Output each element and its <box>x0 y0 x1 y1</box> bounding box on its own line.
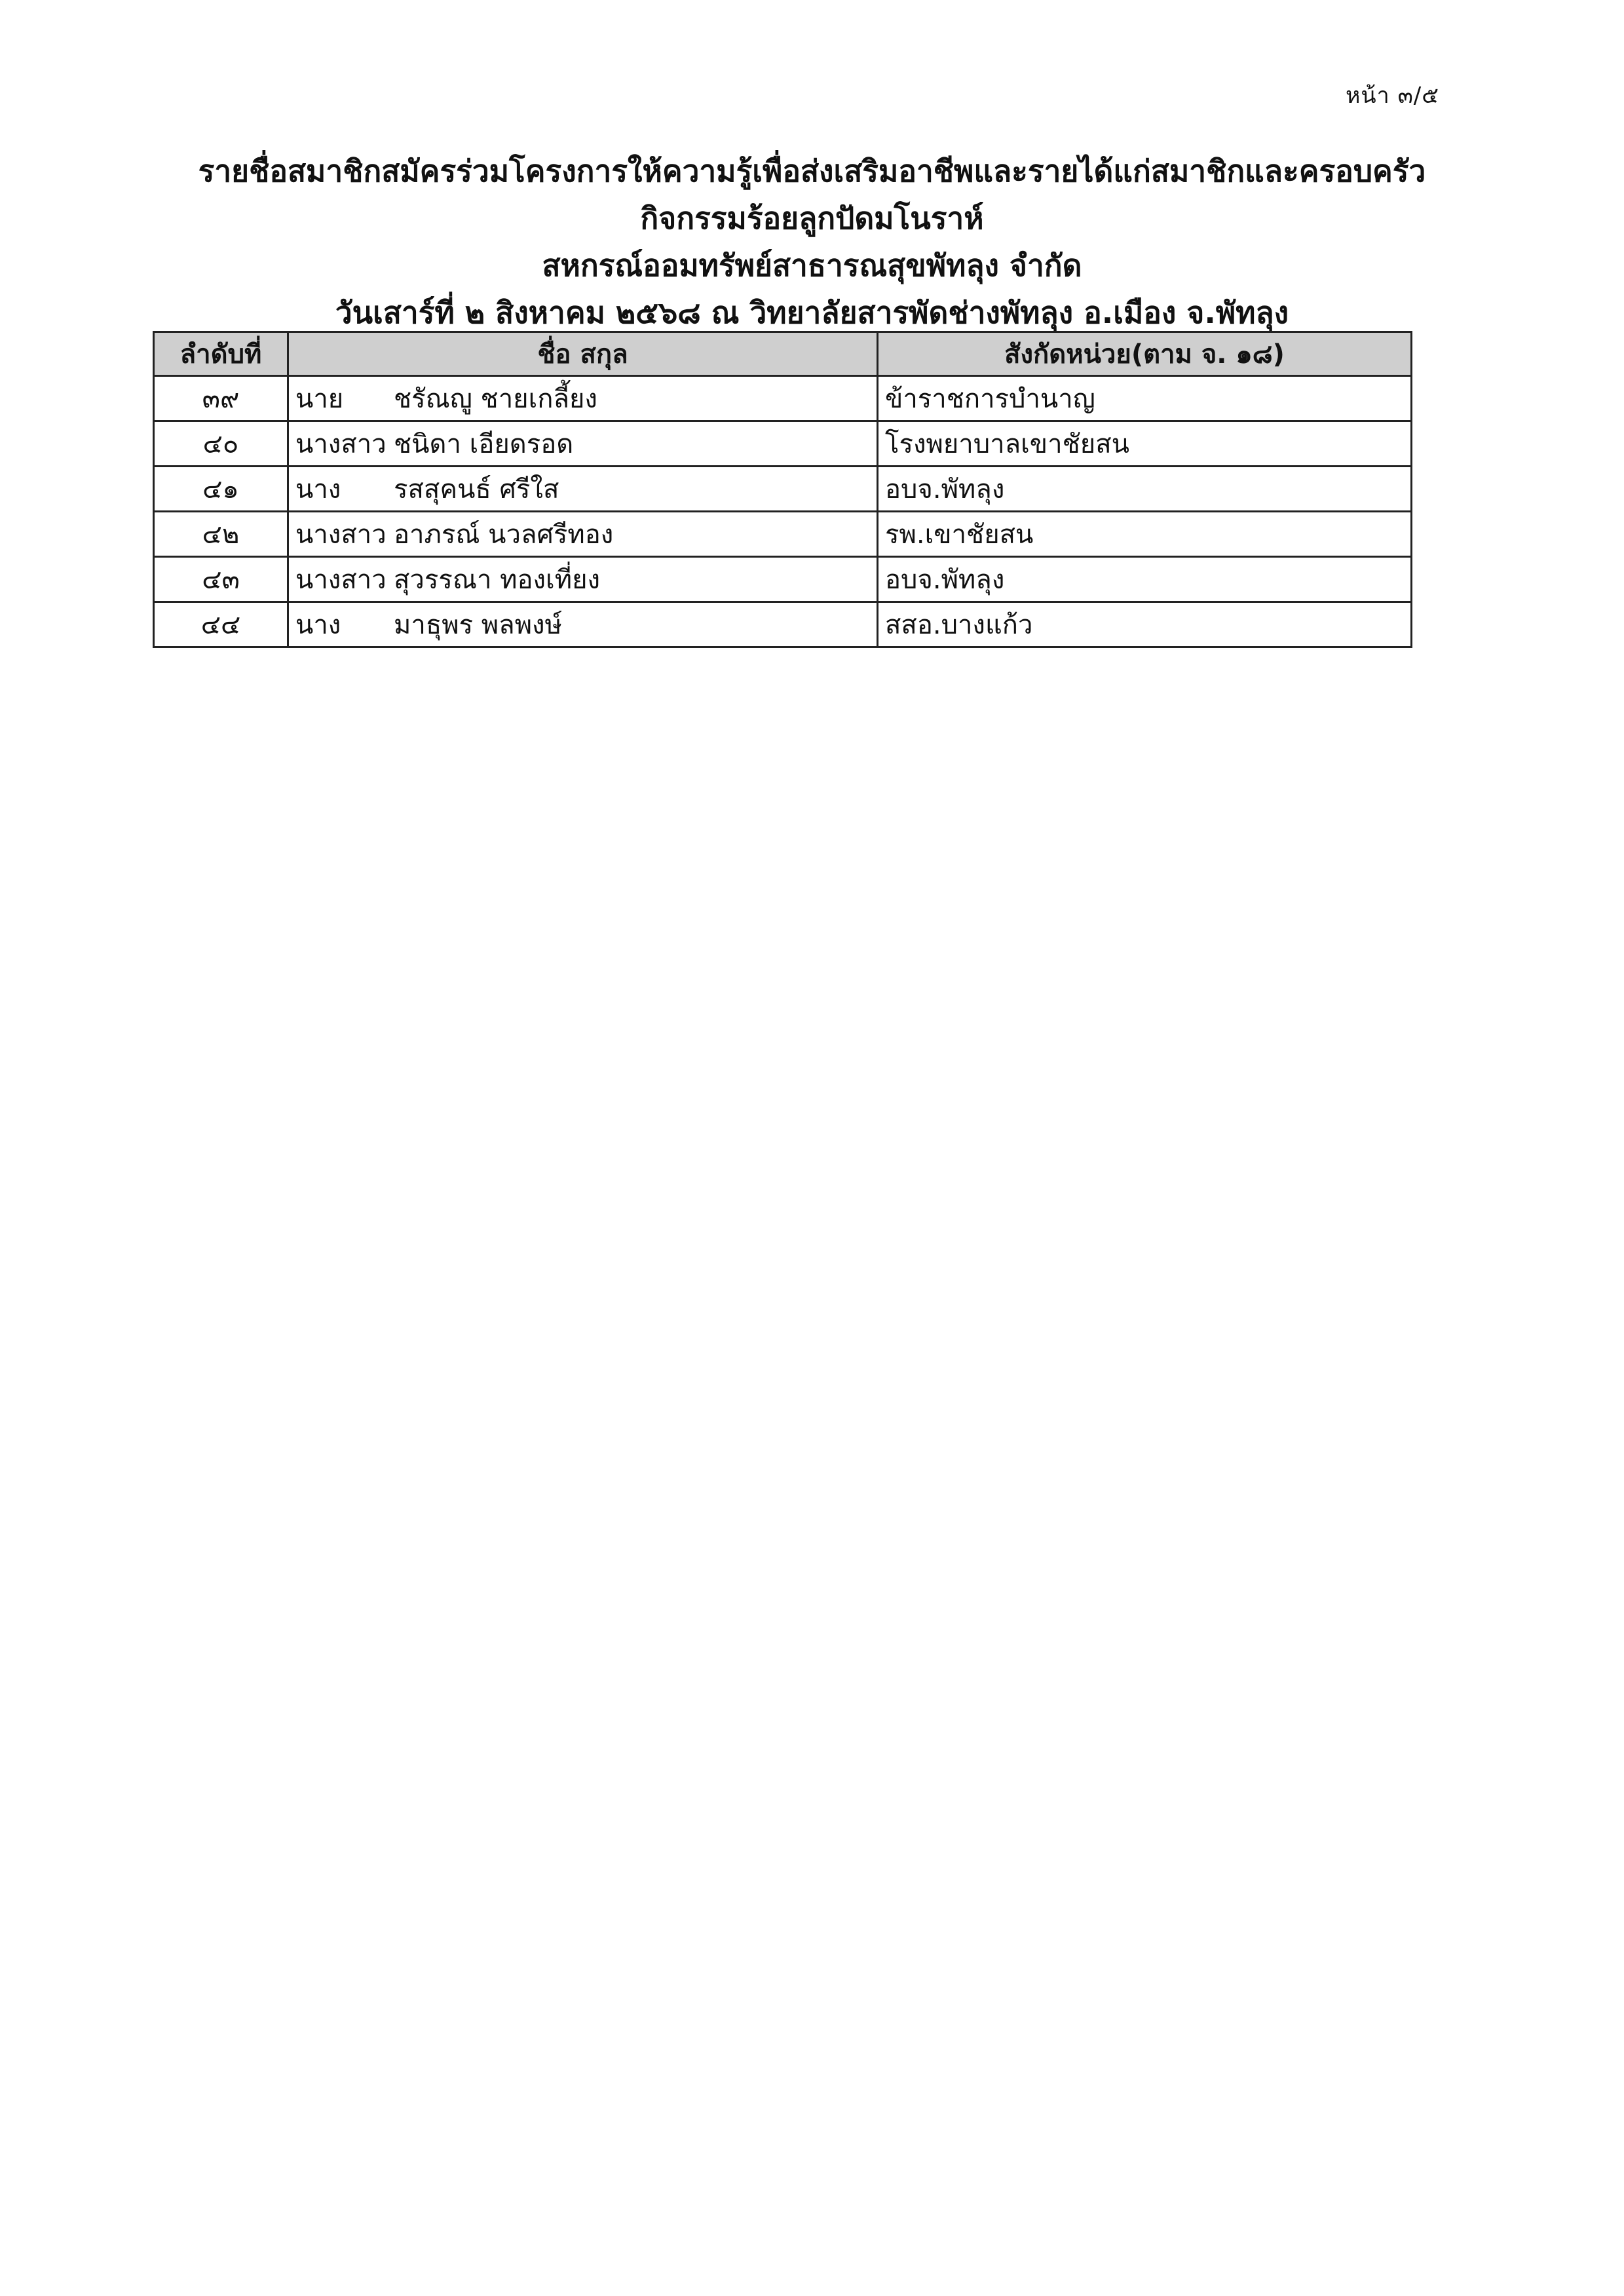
row-name: รสสุคนธ์ ศรีใส <box>394 474 559 505</box>
document-header <box>0 147 1624 336</box>
row-seq: ๓๙ <box>154 376 288 421</box>
column-header-unit: สังกัดหน่วย(ตาม จ. ๑๘) <box>878 332 1412 376</box>
row-unit: อบจ.พัทลุง <box>878 557 1412 602</box>
row-name-cell <box>288 602 878 647</box>
table-row <box>154 557 1412 602</box>
row-name-cell <box>288 467 878 512</box>
row-seq: ๔๔ <box>154 602 288 647</box>
row-unit: สสอ.บางแก้ว <box>878 602 1412 647</box>
page-number: หน้า ๓/๕ <box>1346 83 1439 109</box>
row-title: นางสาว <box>295 520 387 550</box>
row-name-cell <box>288 421 878 467</box>
row-unit: อบจ.พัทลุง <box>878 467 1412 512</box>
table-row <box>154 376 1412 421</box>
member-roster-table <box>153 331 1412 648</box>
table-row <box>154 602 1412 647</box>
row-name-cell <box>288 512 878 557</box>
table-row <box>154 421 1412 467</box>
header-date-venue: วันเสาร์ที่ ๒ สิงหาคม ๒๕๖๘ ณ วิทยาลัยสารพัดช่างพัทลุง อ.เมือง จ.พัทลุง <box>335 295 1289 330</box>
row-name: อาภรณ์ นวลศรีทอง <box>394 520 614 550</box>
row-name: ชรัณญู ชายเกลี้ยง <box>394 384 597 414</box>
table-row <box>154 467 1412 512</box>
row-title: นาย <box>295 384 344 414</box>
row-seq: ๔๓ <box>154 557 288 602</box>
row-name: สุวรรณา ทองเที่ยง <box>394 565 601 595</box>
row-seq: ๔๐ <box>154 421 288 467</box>
row-name-cell <box>288 557 878 602</box>
header-title: รายชื่อสมาชิกสมัครร่วมโครงการให้ความรู้เพื่อส่งเสริมอาชีพและรายได้แก่สมาชิกและครอบครัว <box>198 153 1426 189</box>
header-organization: สหกรณ์ออมทรัพย์สาธารณสุขพัทลุง จำกัด <box>542 248 1082 283</box>
row-title: นาง <box>295 610 341 640</box>
column-header-name: ชื่อ สกุล <box>288 332 878 376</box>
header-activity: กิจกรรมร้อยลูกปัดมโนราห์ <box>640 201 984 236</box>
row-name-cell <box>288 376 878 421</box>
table-row <box>154 512 1412 557</box>
column-header-seq: ลำดับที่ <box>154 332 288 376</box>
row-unit: ข้าราชการบำนาญ <box>878 376 1412 421</box>
row-title: นางสาว <box>295 429 387 459</box>
row-name: ชนิดา เอียดรอด <box>394 429 574 459</box>
row-unit: รพ.เขาชัยสน <box>878 512 1412 557</box>
row-name: มาธุพร พลพงษ์ <box>394 610 562 640</box>
row-unit: โรงพยาบาลเขาชัยสน <box>878 421 1412 467</box>
table-header-row <box>154 332 1412 376</box>
row-title: นางสาว <box>295 565 387 595</box>
row-seq: ๔๒ <box>154 512 288 557</box>
row-seq: ๔๑ <box>154 467 288 512</box>
row-title: นาง <box>295 474 341 505</box>
